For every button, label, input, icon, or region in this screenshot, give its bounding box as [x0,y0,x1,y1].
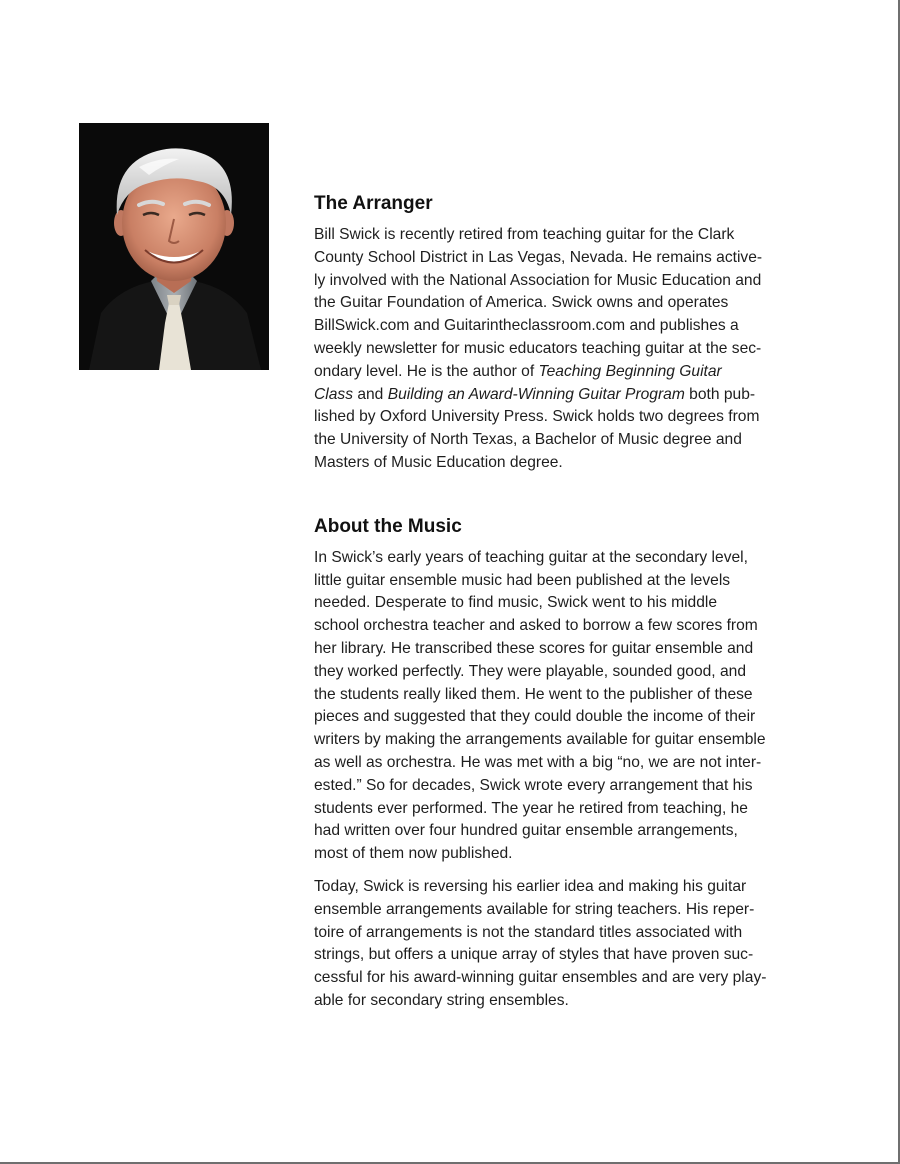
text-line: Today, Swick is reversing his earlier idea and making his guitar [314,877,747,895]
text-line: In Swick’s early years of teaching guitar at the secondary level, [314,548,748,566]
about-the-music-paragraph [314,876,834,1013]
about-the-music-body [314,547,834,1013]
text-line [314,452,834,475]
text-line: they worked perfectly. They were playable, sounded good, and [314,662,746,680]
text-segment: the University of North Texas, a Bachelor of Music degree and [314,431,742,449]
text-line [314,224,834,247]
text-line: the students really liked them. He went to the publisher of these [314,685,753,703]
arranger-biography-paragraph [314,224,834,475]
text-line: able for secondary string ensembles. [314,991,569,1009]
book-title-italic: Class [314,385,353,403]
section-about-the-music [314,515,834,1013]
text-segment: ondary level. He is the author of [314,362,539,380]
heading-about-the-music: About the Music [314,515,462,537]
text-line: ensemble arrangements available for string teachers. His reper- [314,900,755,918]
text-line: writers by making the arrangements available for guitar ensemble [314,731,766,749]
book-title-italic: Teaching Beginning Guitar [538,362,722,380]
text-line [314,384,834,407]
text-line [314,338,834,361]
text-segment: Bill Swick is recently retired from teaching guitar for the Clark [314,226,735,243]
text-segment: the Guitar Foundation of America. Swick owns and operates [314,294,729,312]
arranger-portrait-photo [79,123,269,370]
text-line: toire of arrangements is not the standard titles associated with [314,923,743,941]
text-line [314,361,834,384]
section-the-arranger [314,192,834,475]
text-line [314,292,834,315]
heading-the-arranger: The Arranger [314,193,433,214]
text-line: ested.” So for decades, Swick wrote every arrangement that his [314,776,753,794]
text-line [314,315,834,338]
text-segment: both pub- [684,385,756,403]
text-line: little guitar ensemble music had been published at the levels [314,571,731,589]
text-line: as well as orchestra. He was met with a big “no, we are not inter- [314,753,762,771]
text-segment: BillSwick.com and Guitarintheclassroom.com and publishes a [314,317,739,335]
text-segment: ly involved with the National Association for Music Education and [314,271,762,289]
text-line: most of them now published. [314,845,513,863]
text-line [314,270,834,293]
text-line: strings, but offers a unique array of styles that have proven suc- [314,946,754,964]
text-line: school orchestra teacher and asked to borrow a few scores from [314,617,758,635]
book-title-italic: Building an Award-Winning Guitar Program [387,385,685,403]
text-column [314,192,834,1013]
text-segment: County School District in Las Vegas, Nevada. He remains active- [314,248,763,266]
text-line: students ever performed. The year he retired from teaching, he [314,799,748,817]
text-line [314,429,834,452]
text-segment: Masters of Music Education degree. [314,453,563,471]
text-segment: weekly newsletter for music educators teaching guitar at the sec- [314,339,762,357]
text-line: needed. Desperate to find music, Swick went to his middle [314,594,718,612]
text-line: her library. He transcribed these scores for guitar ensemble and [314,639,754,657]
text-line: cessful for his award-winning guitar ensembles and are very play- [314,969,767,987]
text-line [314,406,834,429]
text-segment: lished by Oxford University Press. Swick holds two degrees from [314,408,760,426]
text-segment: and [353,385,388,403]
text-line: had written over four hundred guitar ensemble arrangements, [314,822,738,840]
text-line [314,247,834,270]
about-the-music-paragraph [314,547,834,866]
text-line: pieces and suggested that they could double the income of their [314,708,756,726]
